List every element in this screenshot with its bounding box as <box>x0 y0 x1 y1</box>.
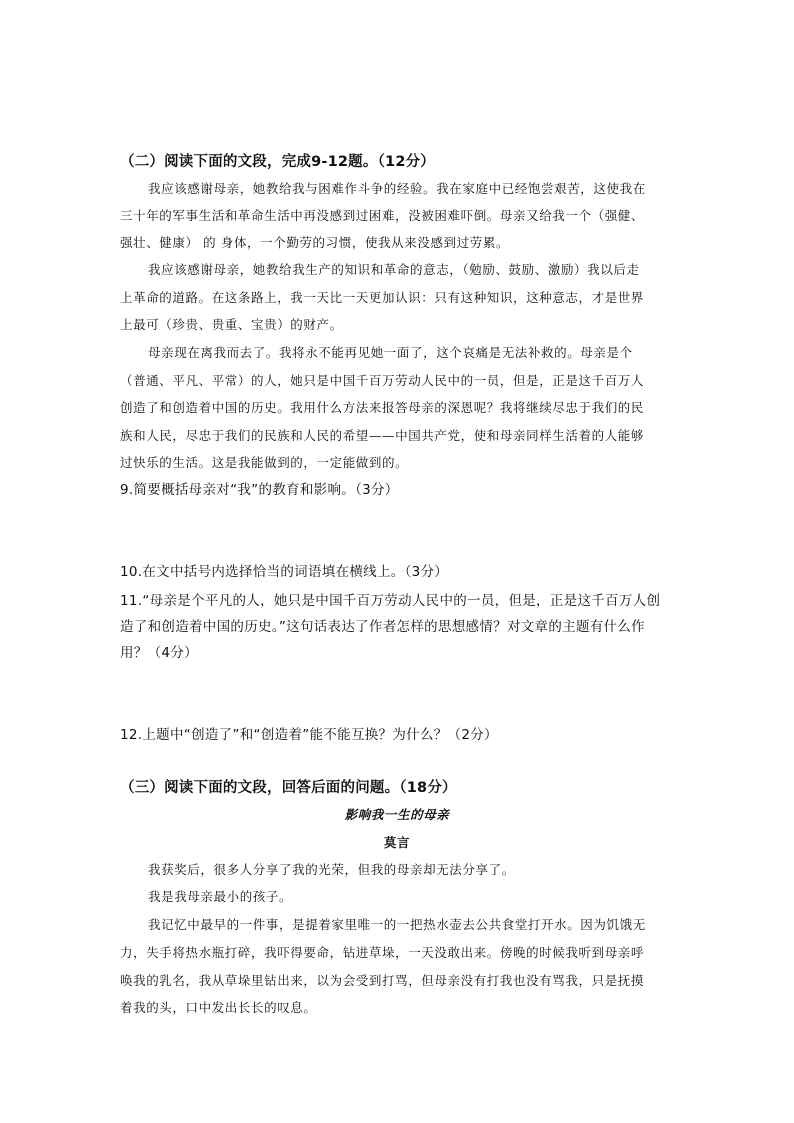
question-11-line: 用？（4分） <box>120 645 198 661</box>
passage-line: 创造了和创造着中国的历史。我用什么方法来报答母亲的深恩呢？我将继续尽忠于我们的民 <box>120 400 645 415</box>
passage-line: 我获奖后，很多人分享了我的光荣，但我的母亲却无法分享了。 <box>148 862 515 877</box>
passage-line: 上革命的道路。在这条路上，我一天比一天更加认识：只有这种知识，这种意志，才是世界 <box>120 290 645 305</box>
passage-line: 族和人民，尽忠于我们的民族和人民的希望——中国共产党，使和母亲同样生活着的人能够 <box>120 428 645 443</box>
passage-line: 上最可（珍贵、贵重、宝贵）的财产。 <box>120 317 343 332</box>
passage-line: 唤我的乳名，我从草垛里钻出来，以为会受到打骂，但母亲没有打我也没有骂我，只是抚摸 <box>120 973 645 988</box>
passage-line: 力，失手将热水瓶打碎，我吓得要命，钻进草垛，一天没敢出来。傍晚的时候我听到母亲呼 <box>120 945 645 960</box>
section-3-title: （三）阅读下面的文段，回答后面的问题。（18分） <box>120 780 457 796</box>
article-author: 莫言 <box>383 835 411 850</box>
passage-line: 着我的头，口中发出长长的叹息。 <box>120 1000 317 1015</box>
passage-line: 过快乐的生活。这是我能做到的，一定能做到的。 <box>120 455 409 470</box>
passage-line: 三十年的军事生活和革命生活中再没感到过困难，没被困难吓倒。母亲又给我一个（强健、 <box>120 208 645 223</box>
question-11-line: 造了和创造着中国的历史。”这句话表达了作者怎样的思想感情？对文章的主题有什么作 <box>120 619 645 635</box>
question-9: 9.简要概括母亲对“我”的教育和影响。（3分） <box>120 482 399 498</box>
passage-line: 我记忆中最早的一件事，是提着家里唯一的一把热水壶去公共食堂打开水。因为饥饿无 <box>148 917 646 932</box>
question-12: 12.上题中“创造了”和“创造着”能不能互换？为什么？（2分） <box>120 727 498 743</box>
passage-line: 母亲现在离我而去了。我将永不能再见她一面了，这个哀痛是无法补救的。母亲是个 <box>148 345 633 360</box>
passage-line: （普通、平凡、平常）的人，她只是中国千百万劳动人民中的一员，但是，正是这千百万人 <box>120 373 645 388</box>
article-title: 影响我一生的母亲 <box>344 807 450 822</box>
passage-line: 强壮、健康） 的 身体，一个勤劳的习惯，使我从来没感到过劳累。 <box>120 235 510 250</box>
question-11-line: 11.“母亲是个平凡的人，她只是中国千百万劳动人民中的一员，但是，正是这千百万人创 <box>120 593 661 609</box>
passage-line: 我应该感谢母亲，她教给我与困难作斗争的经验。我在家庭中已经饱尝艰苦，这使我在 <box>148 181 646 196</box>
passage-line: 我是我母亲最小的孩子。 <box>148 889 293 904</box>
passage-line: 我应该感谢母亲，她教给我生产的知识和革命的意志，（勉励、鼓励、激励）我以后走 <box>148 262 640 277</box>
question-10: 10.在文中括号内选择恰当的词语填在横线上。（3分） <box>120 564 449 580</box>
section-2-title: （二）阅读下面的文段，完成9-12题。（12分） <box>120 154 436 170</box>
